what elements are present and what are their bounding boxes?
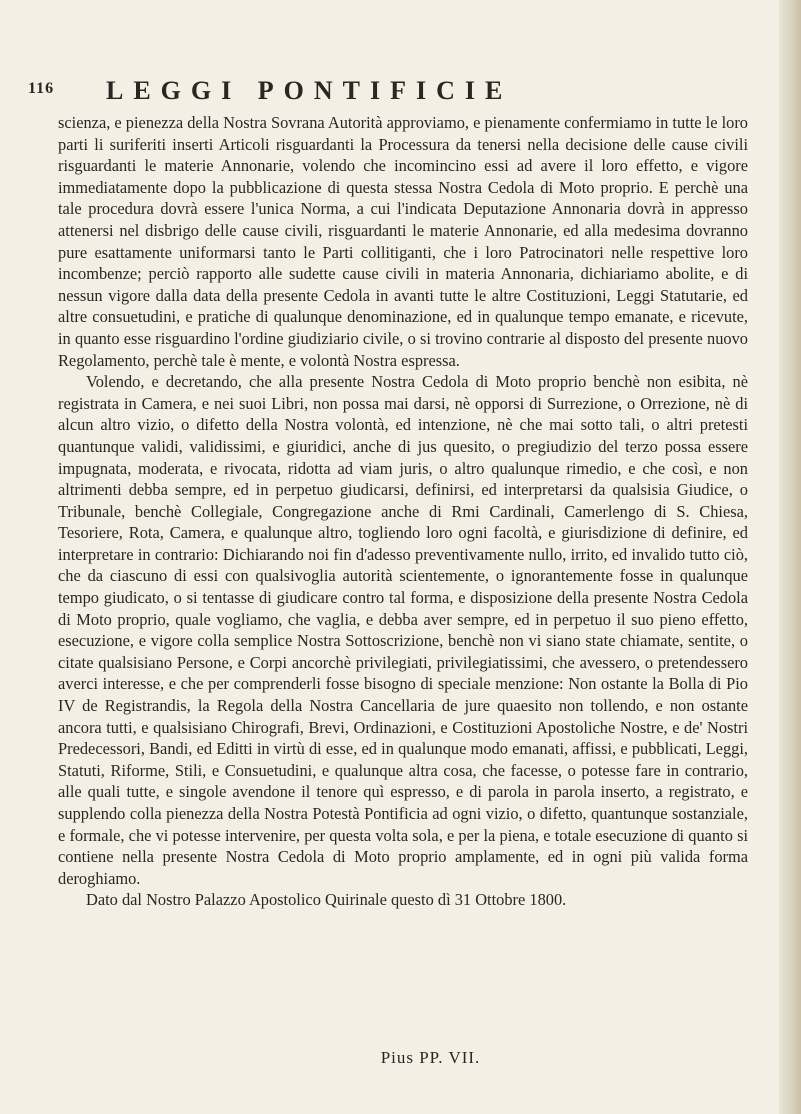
paragraph-dating: Dato dal Nostro Palazzo Apostolico Quirinale questo dì 31 Ottobre 1800.: [86, 890, 567, 910]
body-text: [58, 112, 748, 911]
page-header: [22, 76, 742, 110]
running-title: LEGGI PONTIFICIE: [106, 76, 513, 105]
page-number: 116: [28, 80, 55, 97]
paragraph-approval: scienza, e pienezza della Nostra Sovrana Autorità approviamo, e pienamente confermiamo in tutte le loro parti li suriferiti inserti Articoli risguardanti la Processura da tenersi nella decisione delle cause civili risguardanti le materie Annonarie, volendo che incomincino essi ad avere il loro effetto, e vigore immediatamente dopo la pubblicazione di questa stessa Nostra Cedola di Moto proprio. E perchè una tale procedura dovrà essere l'unica Norma, a cui l'indicata Deputazione Annonaria dovrà in appresso attenersi nel disbrigo delle cause civili, risguardanti le materie Annonarie, ed alla medesima dovranno pure esattamente uniformarsi tanto le Parti collitiganti, che i loro Patrocinatori nelle respettive loro incombenze; perciò rapporto alle sudette cause civili in materia Annonaria, dichiariamo abolite, e di nessun vigore dalla data della presente Cedola in avanti tutte le altre Costituzioni, Leggi Statutarie, ed altre consuetudini, e pratiche di qualunque denominazione, ed in qualunque tempo emanate, e ricevute, in quanto esse risguardino l'ordine giudiziario civile, o si trovino contrarie al disposto del presente nuovo Regolamento, perchè tale è mente, e volontà Nostra espressa.: [58, 113, 748, 370]
page-edge-shadow: [779, 0, 801, 1114]
paragraph-decree: Volendo, e decretando, che alla presente Nostra Cedola di Moto proprio benchè non esibita, nè registrata in Camera, e nei suoi Libri, non possa mai darsi, nè opporsi di Surrezione, o Orrezione, nè di alcun altro vizio, o difetto della Nostra volontà, ed intenzione, nè che mai sotto tali, o altri pretesti quantunque validi, validissimi, e giuridici, anche di jus quesito, o pregiudizio del terzo possa essere impugnata, moderata, e rivocata, ridotta ad viam juris, o altro qualunque rimedio, e che così, e non altrimenti debba sempre, ed in perpetuo giudicarsi, definirsi, ed interpretarsi da qualsisia Giudice, o Tribunale, benchè Collegiale, Congregazione anche di Rmi Cardinali, Camerlengo di S. Chiesa, Tesoriere, Rota, Camera, e qualunque altro, togliendo loro ogni facoltà, e giurisdizione di definire, ed interpretare in contrario: Dichiarando noi fin d'adesso preventivamente nullo, irrito, ed invalido tutto ciò, che da ciascuno di essi con qualsivoglia autorità scientemente, o ignorantemente fosse in qualunque tempo giudicato, o si tentasse di giudicare contro tal forma, e disposizione della presente Nostra Cedola di Moto proprio, quale vogliamo, che vaglia, e debba aver sempre, ed in perpetuo il suo pieno effetto, esecuzione, e vigore colla semplice Nostra Sottoscrizione, benchè non vi siano state chiamate, sentite, o citate qualsisiano Persone, e Corpi ancorchè privilegiati, privilegiatissimi, che avessero, o pretendessero averci interesse, e che per comprenderli fosse bisogno di speciale menzione: Non ostante la Bolla di Pio IV de Registrandis, la Regola della Nostra Cancellaria de jure quaesito non tollendo, e non ostante ancora tutti, e qualsisiano Chirografi, Brevi, Ordinazioni, e Costituzioni Apostoliche Nostre, e de' Nostri Predecessori, Bandi, ed Editti in virtù di esse, ed in qualunque modo emanati, affissi, e pubblicati, Leggi, Statuti, Riforme, Stili, e Consuetudini, e qualunque altra cosa, che facesse, o potesse fare in contrario, alle quali tutte, e singole avendone il tenore quì espresso, e di parola in parola inserto, a registrato, e supplendo colla pienezza della Nostra Potestà Pontificia ad ogni vizio, o difetto, quantunque sostanziale, e formale, che vi potesse intervenire, per questa volta sola, e per la piena, e totale esecuzione di quanto si contiene nella presente Nostra Cedola di Moto proprio amplamente, ed in ogni più valida forma deroghiamo.: [58, 372, 748, 888]
signature: Pius PP. VII.: [380, 1048, 481, 1067]
